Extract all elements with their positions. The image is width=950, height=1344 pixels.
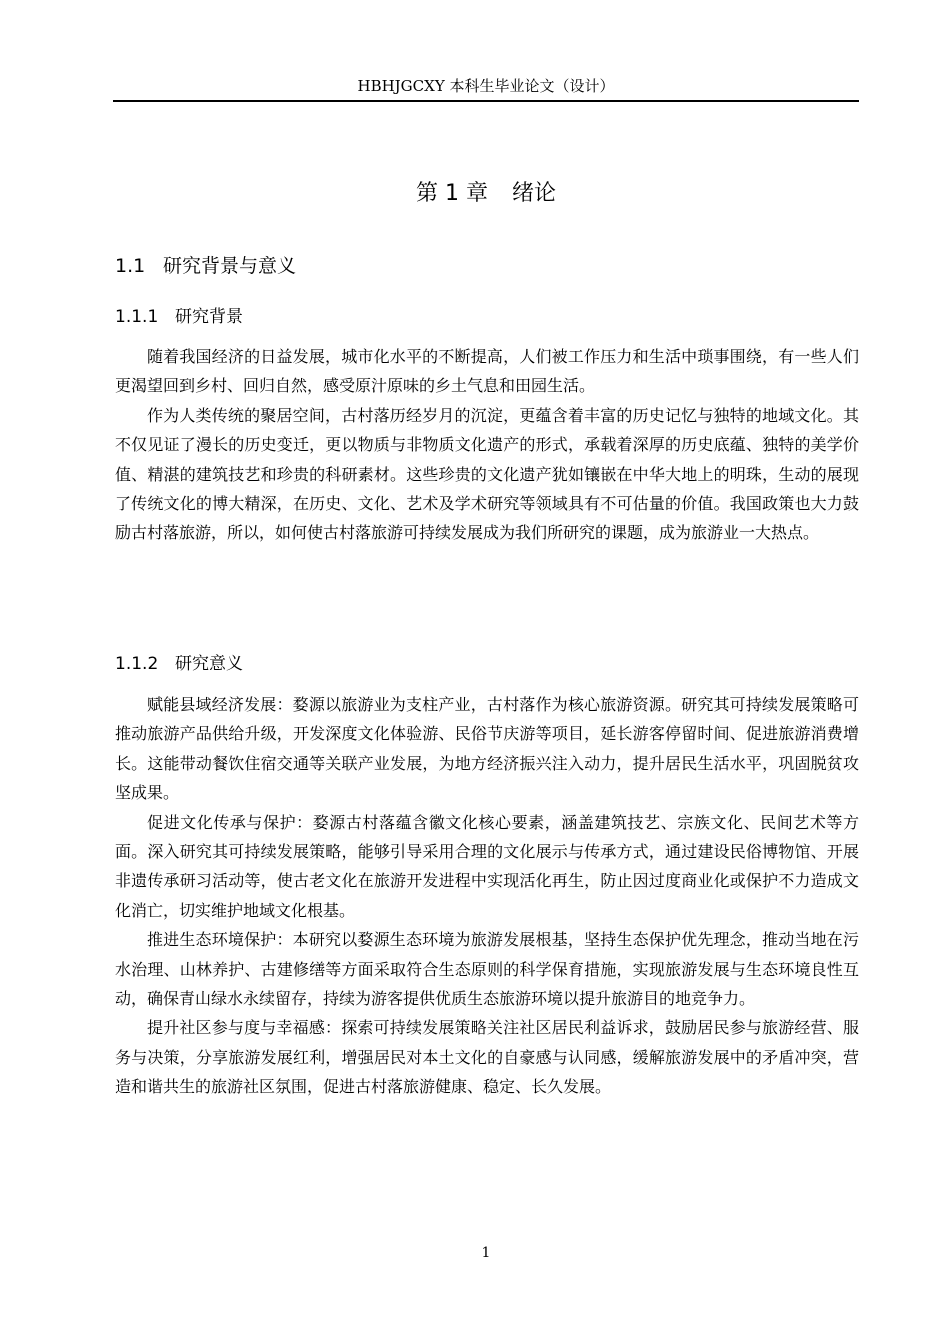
running-header: HBHJGCXY 本科生毕业论文（设计） xyxy=(357,77,615,95)
paragraph: 推进生态环境保护：本研究以婺源生态环境为旅游发展根基，坚持生态保护优先理念，推动当地在污水治理、山林养护、古建修缮等方面采取符合生态原则的科学保育措施，实现旅游发展与生态环境良性互动，确保青山绿水永续留存，持续为游客提供优质生态旅游环境以提升旅游目的地竞争力。 xyxy=(115,930,859,1009)
chapter-name: 绪论 xyxy=(511,181,556,206)
page-number: 1 xyxy=(481,1245,491,1261)
subsection-title: 研究背景 xyxy=(175,307,243,327)
background-body xyxy=(115,342,859,548)
subsection-title: 研究意义 xyxy=(175,654,243,674)
subsection-number: 1.1.1 xyxy=(115,307,159,327)
subsection-number: 1.1.2 xyxy=(115,654,159,674)
paragraph: 作为人类传统的聚居空间，古村落历经岁月的沉淀，更蕴含着丰富的历史记忆与独特的地域文化。其不仅见证了漫长的历史变迁，更以物质与非物质文化遗产的形式，承载着深厚的历史底蕴、独特的美学价值、精湛的建筑技艺和珍贵的科研素材。这些珍贵的文化遗产犹如镶嵌在中华大地上的明珠，生动的展现了传统文化的博大精深，在历史、文化、艺术及学术研究等领域具有不可估量的价值。我国政策也大力鼓励古村落旅游，所以，如何使古村落旅游可持续发展成为我们所研究的课题，成为旅游业一大热点。 xyxy=(115,405,859,543)
paragraph: 提升社区参与度与幸福感：探索可持续发展策略关注社区居民利益诉求，鼓励居民参与旅游经营、服务与决策，分享旅游发展红利，增强居民对本土文化的自豪感与认同感，缓解旅游发展中的矛盾冲突，营造和谐共生的旅游社区氛围，促进古村落旅游健康、稳定、长久发展。 xyxy=(115,1018,859,1097)
paragraph: 促进文化传承与保护：婺源古村落蕴含徽文化核心要素，涵盖建筑技艺、宗族文化、民间艺术等方面。深入研究其可持续发展策略，能够引导采用合理的文化展示与传承方式，通过建设民俗博物馆、开展非遗传承研习活动等，使古老文化在旅游开发进程中实现活化再生，防止因过度商业化或保护不力造成文化消亡，切实维护地域文化根基。 xyxy=(115,812,859,920)
chapter-title xyxy=(113,178,859,210)
subsection-heading-background xyxy=(115,304,243,330)
header-rule xyxy=(113,100,859,102)
section-title: 研究背景与意义 xyxy=(163,255,297,277)
chapter-number: 第 1 章 xyxy=(416,181,488,206)
section-number: 1.1 xyxy=(115,255,146,277)
paragraph: 随着我国经济的日益发展，城市化水平的不断提高，人们被工作压力和生活中琐事围绕，有一些人们更渴望回到乡村、回归自然，感受原汁原味的乡土气息和田园生活。 xyxy=(115,347,859,396)
significance-body xyxy=(115,690,859,1102)
subsection-heading-significance xyxy=(115,651,243,677)
paragraph: 赋能县域经济发展：婺源以旅游业为支柱产业，古村落作为核心旅游资源。研究其可持续发展策略可推动旅游产品供给升级，开发深度文化体验游、民俗节庆游等项目，延长游客停留时间、促进旅游消费增长。这能带动餐饮住宿交通等关联产业发展，为地方经济振兴注入动力，提升居民生活水平，巩固脱贫攻坚成果。 xyxy=(115,695,859,803)
section-heading xyxy=(115,252,296,280)
